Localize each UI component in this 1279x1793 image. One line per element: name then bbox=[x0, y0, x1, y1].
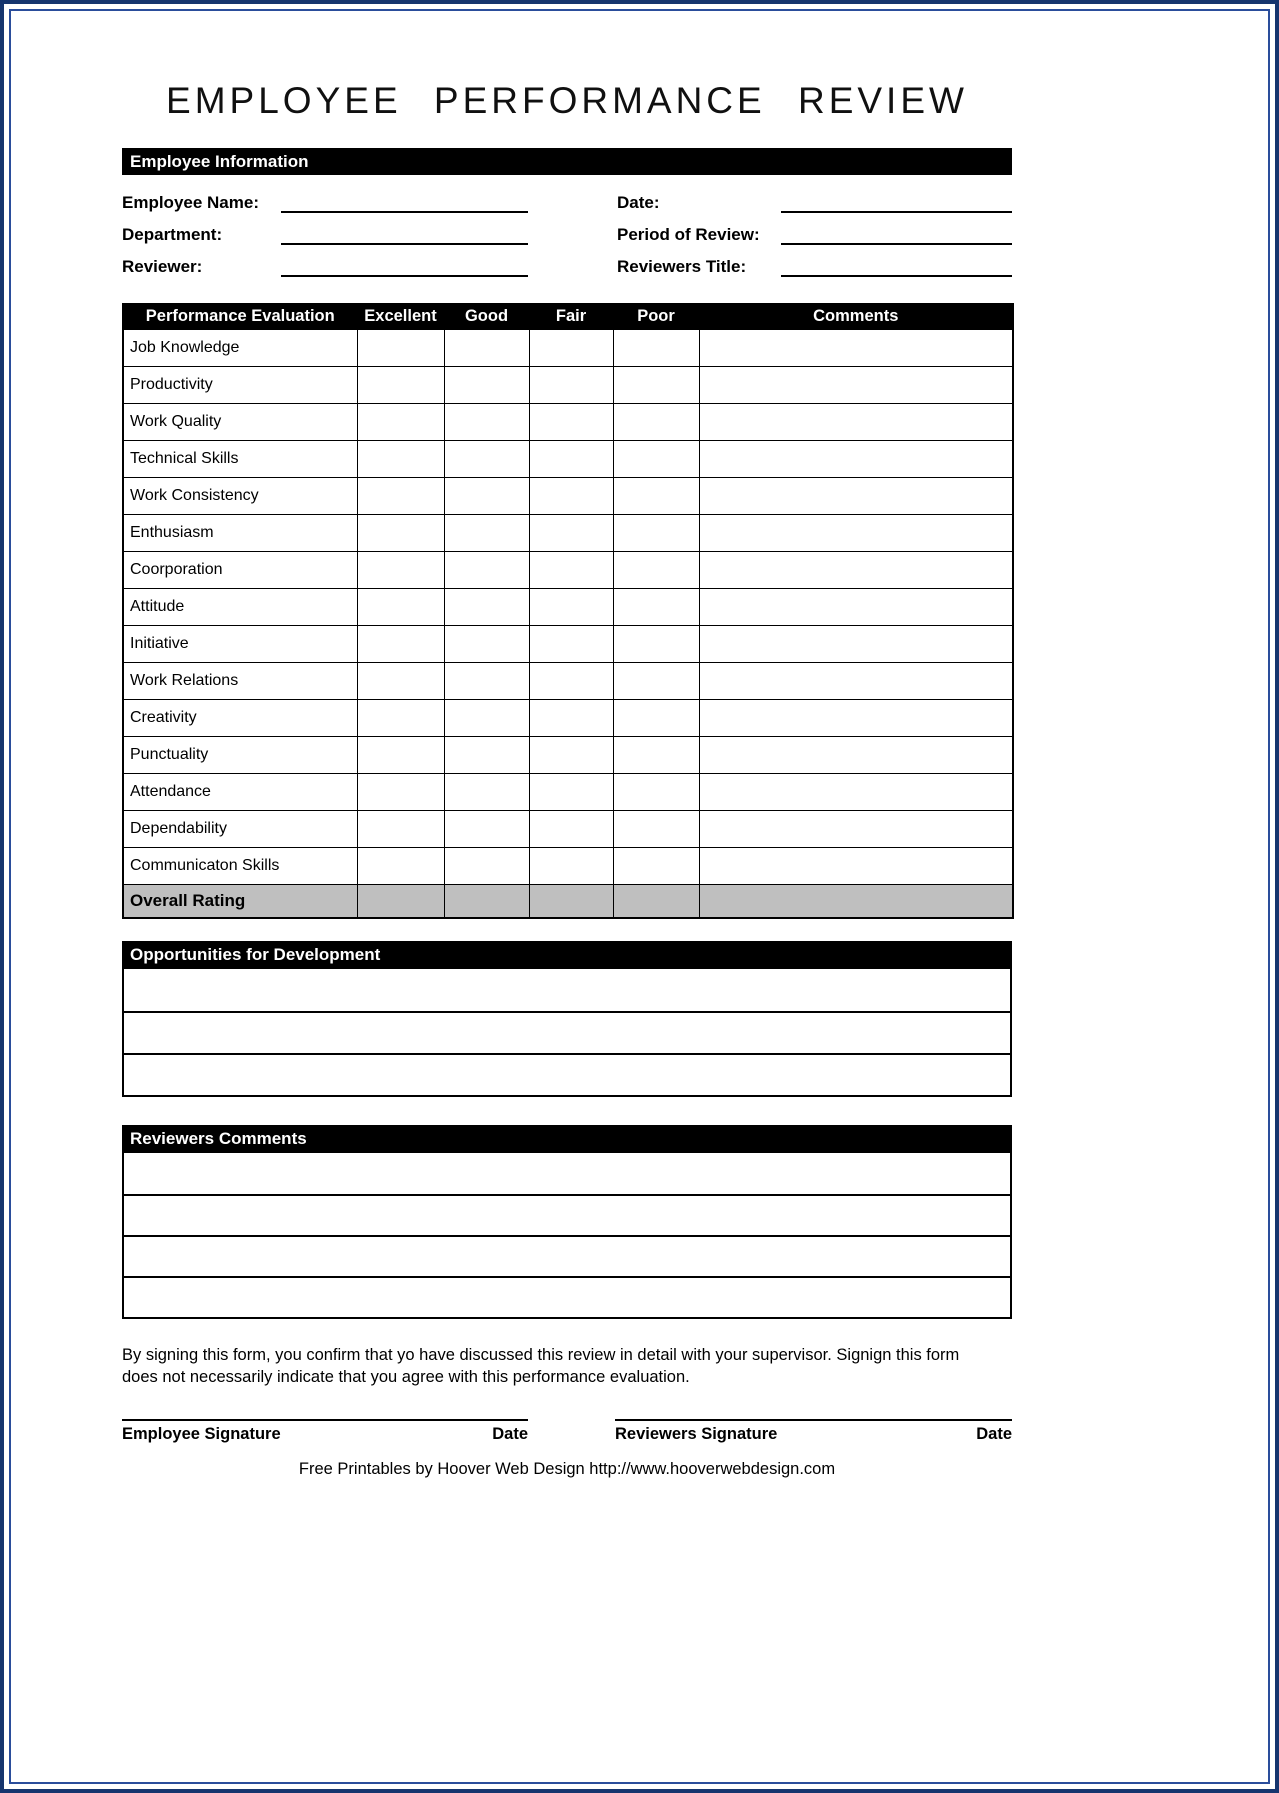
development-line-2[interactable] bbox=[124, 1011, 1010, 1053]
rating-cell-excellent[interactable] bbox=[357, 736, 444, 773]
rating-cell-excellent[interactable] bbox=[357, 514, 444, 551]
rating-cell-good[interactable] bbox=[444, 625, 529, 662]
employee-signature-line[interactable] bbox=[122, 1419, 528, 1444]
reviewer-input[interactable] bbox=[281, 255, 528, 277]
rating-cell-fair[interactable] bbox=[529, 366, 613, 403]
reviewers-title-field bbox=[617, 255, 1012, 277]
comment-cell[interactable] bbox=[699, 625, 1013, 662]
row-label: Attendance bbox=[123, 773, 357, 810]
rating-cell-good[interactable] bbox=[444, 329, 529, 366]
rating-cell-fair[interactable] bbox=[529, 551, 613, 588]
rating-cell-excellent[interactable] bbox=[357, 403, 444, 440]
reviewers-signature-label: Reviewers Signature bbox=[615, 1424, 778, 1443]
form-page bbox=[122, 0, 1012, 1479]
rating-cell-good[interactable] bbox=[444, 366, 529, 403]
table-row-punctuality bbox=[123, 736, 1013, 773]
row-label: Work Consistency bbox=[123, 477, 357, 514]
rating-cell-good[interactable] bbox=[444, 773, 529, 810]
rating-cell-excellent[interactable] bbox=[357, 588, 444, 625]
comment-cell[interactable] bbox=[699, 773, 1013, 810]
rating-cell-excellent[interactable] bbox=[357, 625, 444, 662]
performance-evaluation-table bbox=[122, 303, 1014, 919]
rating-cell-good[interactable] bbox=[444, 403, 529, 440]
comment-cell[interactable] bbox=[699, 366, 1013, 403]
row-label: Productivity bbox=[123, 366, 357, 403]
row-label: Initiative bbox=[123, 625, 357, 662]
comment-cell[interactable] bbox=[699, 884, 1013, 918]
rating-cell-poor[interactable] bbox=[613, 847, 699, 884]
comment-cell[interactable] bbox=[699, 329, 1013, 366]
department-input[interactable] bbox=[281, 223, 528, 245]
reviewer-comment-line-2[interactable] bbox=[124, 1194, 1010, 1235]
period-of-review-label: Period of Review: bbox=[617, 225, 760, 244]
rating-cell-excellent[interactable] bbox=[357, 366, 444, 403]
employee-name-label: Employee Name: bbox=[122, 193, 259, 212]
overall-rating-label: Overall Rating bbox=[123, 884, 357, 918]
rating-cell-excellent[interactable] bbox=[357, 477, 444, 514]
table-row-overall-rating bbox=[123, 884, 1013, 918]
employee-date-label: Date bbox=[492, 1424, 528, 1443]
row-label: Dependability bbox=[123, 810, 357, 847]
reviewer-comment-line-3[interactable] bbox=[124, 1235, 1010, 1276]
rating-cell-poor[interactable] bbox=[613, 884, 699, 918]
reviewers-comments-write-in-area bbox=[122, 1153, 1012, 1319]
employee-name-input[interactable] bbox=[281, 191, 528, 213]
date-input[interactable] bbox=[781, 191, 1012, 213]
rating-cell-excellent[interactable] bbox=[357, 662, 444, 699]
rating-cell-excellent[interactable] bbox=[357, 884, 444, 918]
rating-cell-poor[interactable] bbox=[613, 329, 699, 366]
col-header-good: Good bbox=[444, 304, 529, 329]
rating-cell-poor[interactable] bbox=[613, 514, 699, 551]
table-row-productivity bbox=[123, 366, 1013, 403]
reviewer-field bbox=[122, 255, 528, 277]
rating-cell-excellent[interactable] bbox=[357, 551, 444, 588]
reviewers-signature-labels bbox=[615, 1425, 1012, 1444]
rating-cell-fair[interactable] bbox=[529, 773, 613, 810]
comment-cell[interactable] bbox=[699, 403, 1013, 440]
rating-cell-good[interactable] bbox=[444, 699, 529, 736]
table-row-attendance bbox=[123, 773, 1013, 810]
row-label: Creativity bbox=[123, 699, 357, 736]
rating-cell-good[interactable] bbox=[444, 588, 529, 625]
reviewers-title-input[interactable] bbox=[781, 255, 1012, 277]
row-label: Coorporation bbox=[123, 551, 357, 588]
department-field bbox=[122, 223, 528, 245]
development-line-1[interactable] bbox=[124, 969, 1010, 1011]
rating-cell-excellent[interactable] bbox=[357, 847, 444, 884]
table-row-technical-skills bbox=[123, 440, 1013, 477]
rating-cell-poor[interactable] bbox=[613, 588, 699, 625]
comment-cell[interactable] bbox=[699, 810, 1013, 847]
reviewers-signature-line[interactable] bbox=[615, 1419, 1012, 1444]
table-row-work-relations bbox=[123, 662, 1013, 699]
rating-cell-good[interactable] bbox=[444, 736, 529, 773]
rating-cell-poor[interactable] bbox=[613, 662, 699, 699]
rating-cell-poor[interactable] bbox=[613, 736, 699, 773]
table-header-row bbox=[123, 304, 1013, 329]
rating-cell-good[interactable] bbox=[444, 662, 529, 699]
rating-cell-excellent[interactable] bbox=[357, 773, 444, 810]
employee-information-header: Employee Information bbox=[122, 148, 1012, 175]
col-header-comments: Comments bbox=[699, 304, 1013, 329]
comment-cell[interactable] bbox=[699, 662, 1013, 699]
rating-cell-fair[interactable] bbox=[529, 403, 613, 440]
reviewer-comment-line-1[interactable] bbox=[124, 1153, 1010, 1194]
rating-cell-excellent[interactable] bbox=[357, 440, 444, 477]
row-label: Punctuality bbox=[123, 736, 357, 773]
rating-cell-fair[interactable] bbox=[529, 736, 613, 773]
rating-cell-excellent[interactable] bbox=[357, 699, 444, 736]
footer-credit: Free Printables by Hoover Web Design http://www.hooverwebdesign.com bbox=[298, 1459, 836, 1478]
info-row bbox=[122, 187, 1012, 219]
rating-cell-fair[interactable] bbox=[529, 588, 613, 625]
department-label: Department: bbox=[122, 225, 223, 244]
signature-spacer bbox=[528, 1419, 615, 1444]
rating-cell-poor[interactable] bbox=[613, 699, 699, 736]
comment-cell[interactable] bbox=[699, 440, 1013, 477]
table-row-initiative bbox=[123, 625, 1013, 662]
info-row bbox=[122, 251, 1012, 283]
employee-signature-labels bbox=[122, 1425, 528, 1444]
rating-cell-fair[interactable] bbox=[529, 514, 613, 551]
rating-cell-poor[interactable] bbox=[613, 625, 699, 662]
row-label: Work Relations bbox=[123, 662, 357, 699]
comment-cell[interactable] bbox=[699, 736, 1013, 773]
reviewers-date-label: Date bbox=[976, 1424, 1012, 1443]
rating-cell-good[interactable] bbox=[444, 514, 529, 551]
rating-cell-fair[interactable] bbox=[529, 477, 613, 514]
row-label: Attitude bbox=[123, 588, 357, 625]
rating-cell-poor[interactable] bbox=[613, 551, 699, 588]
signature-section bbox=[122, 1419, 1012, 1444]
rating-cell-excellent[interactable] bbox=[357, 329, 444, 366]
table-row-coorporation bbox=[123, 551, 1013, 588]
rating-cell-poor[interactable] bbox=[613, 440, 699, 477]
comment-cell[interactable] bbox=[699, 699, 1013, 736]
rating-cell-fair[interactable] bbox=[529, 662, 613, 699]
rating-cell-fair[interactable] bbox=[529, 847, 613, 884]
rating-cell-fair[interactable] bbox=[529, 329, 613, 366]
rating-cell-fair[interactable] bbox=[529, 884, 613, 918]
reviewers-comments-header: Reviewers Comments bbox=[122, 1125, 1012, 1153]
opportunities-for-development-header: Opportunities for Development bbox=[122, 941, 1012, 969]
rating-cell-poor[interactable] bbox=[613, 773, 699, 810]
employee-name-field bbox=[122, 191, 528, 213]
rating-cell-fair[interactable] bbox=[529, 699, 613, 736]
row-label: Work Quality bbox=[123, 403, 357, 440]
table-row-attitude bbox=[123, 588, 1013, 625]
reviewer-comment-line-4[interactable] bbox=[124, 1276, 1010, 1317]
page-title: EMPLOYEE PERFORMANCE REVIEW bbox=[166, 80, 968, 121]
rating-cell-poor[interactable] bbox=[613, 403, 699, 440]
table-row-enthusiasm bbox=[123, 514, 1013, 551]
table-row-job-knowledge bbox=[123, 329, 1013, 366]
date-label: Date: bbox=[617, 193, 660, 212]
employee-signature-label: Employee Signature bbox=[122, 1424, 281, 1443]
rating-cell-good[interactable] bbox=[444, 440, 529, 477]
comment-cell[interactable] bbox=[699, 551, 1013, 588]
row-label: Communicaton Skills bbox=[123, 847, 357, 884]
date-field bbox=[617, 191, 1012, 213]
disclaimer-text: By signing this form, you confirm that yo have discussed this review in detail with your supervisor. Signign this form does not necessarily indicate that you agree with this performance evaluation. bbox=[122, 1346, 960, 1386]
rating-cell-poor[interactable] bbox=[613, 366, 699, 403]
col-header-performance-evaluation: Performance Evaluation bbox=[123, 304, 357, 329]
rating-cell-fair[interactable] bbox=[529, 810, 613, 847]
table-row-work-quality bbox=[123, 403, 1013, 440]
reviewer-label: Reviewer: bbox=[122, 257, 203, 276]
rating-cell-poor[interactable] bbox=[613, 810, 699, 847]
rating-cell-poor[interactable] bbox=[613, 477, 699, 514]
row-label: Technical Skills bbox=[123, 440, 357, 477]
employee-information-section bbox=[122, 187, 1012, 283]
rating-cell-good[interactable] bbox=[444, 551, 529, 588]
table-row-communicaton-skills bbox=[123, 847, 1013, 884]
opportunities-write-in-area bbox=[122, 969, 1012, 1097]
row-label: Job Knowledge bbox=[123, 329, 357, 366]
col-header-fair: Fair bbox=[529, 304, 613, 329]
comment-cell[interactable] bbox=[699, 514, 1013, 551]
rating-cell-fair[interactable] bbox=[529, 625, 613, 662]
rating-cell-good[interactable] bbox=[444, 477, 529, 514]
table-row-creativity bbox=[123, 699, 1013, 736]
rating-cell-fair[interactable] bbox=[529, 440, 613, 477]
col-header-excellent: Excellent bbox=[357, 304, 444, 329]
rating-cell-excellent[interactable] bbox=[357, 810, 444, 847]
comment-cell[interactable] bbox=[699, 477, 1013, 514]
rating-cell-good[interactable] bbox=[444, 810, 529, 847]
row-label: Enthusiasm bbox=[123, 514, 357, 551]
info-row bbox=[122, 219, 1012, 251]
comment-cell[interactable] bbox=[699, 588, 1013, 625]
development-line-3[interactable] bbox=[124, 1053, 1010, 1095]
rating-cell-good[interactable] bbox=[444, 847, 529, 884]
table-row-work-consistency bbox=[123, 477, 1013, 514]
reviewers-title-label: Reviewers Title: bbox=[617, 257, 747, 276]
comment-cell[interactable] bbox=[699, 847, 1013, 884]
period-of-review-field bbox=[617, 223, 1012, 245]
rating-cell-good[interactable] bbox=[444, 884, 529, 918]
table-row-dependability bbox=[123, 810, 1013, 847]
col-header-poor: Poor bbox=[613, 304, 699, 329]
period-of-review-input[interactable] bbox=[781, 223, 1012, 245]
